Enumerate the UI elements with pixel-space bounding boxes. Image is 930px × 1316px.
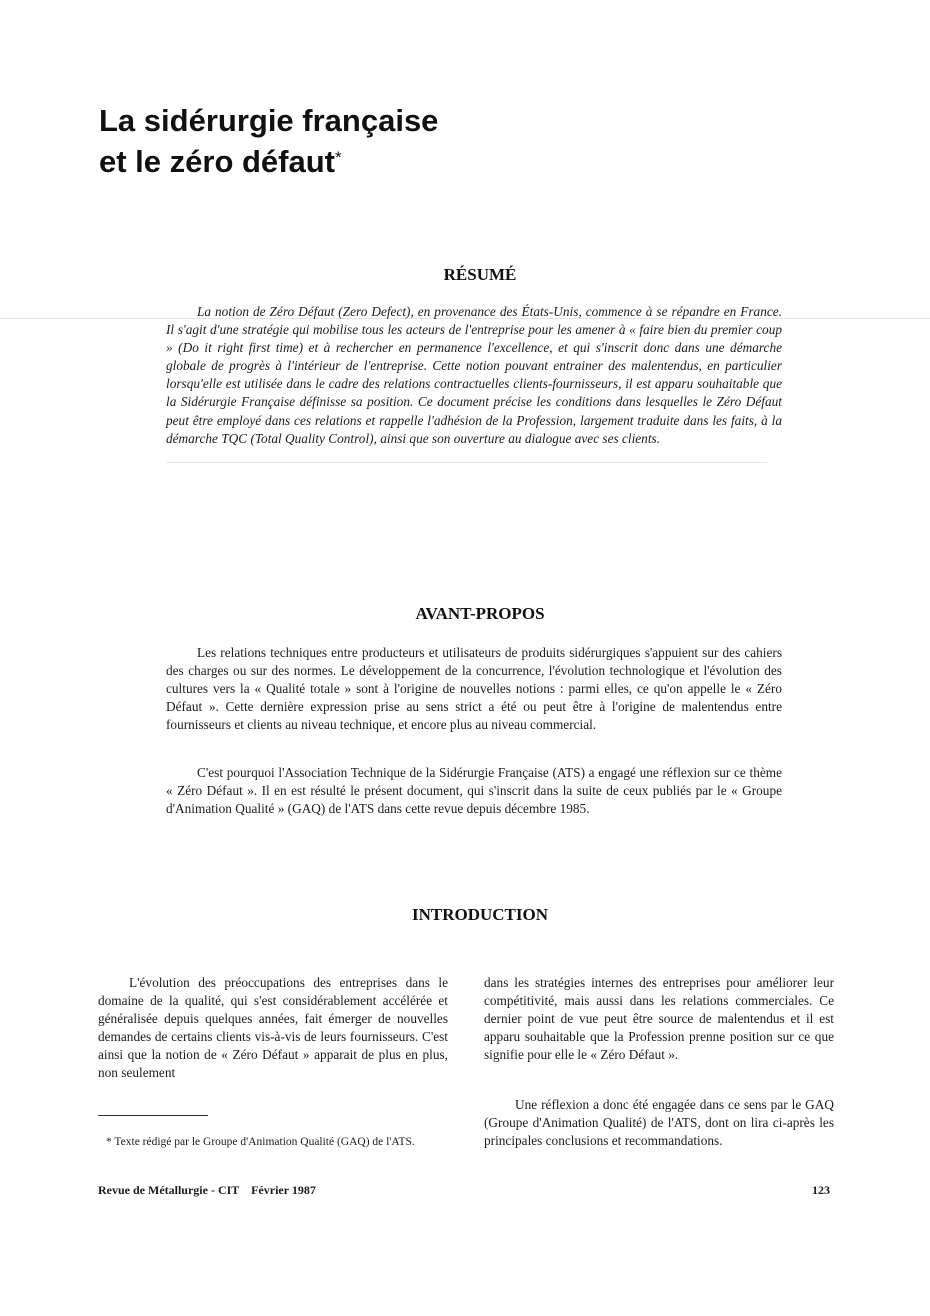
page-footer-left bbox=[98, 1183, 316, 1198]
title-line-1: La sidérurgie française bbox=[99, 103, 439, 138]
article-title bbox=[99, 100, 599, 182]
title-line-2 bbox=[99, 141, 599, 182]
resume-text: La notion de Zéro Défaut (Zero Defect), en provenance des États-Unis, commence à se répandre en France. Il s'agit d'une stratégie qui mobilise tous les acteurs de l'entreprise pour les amener à « faire bien du premier coup » (Do it right first time) et à rechercher en permanence l'excellence, et qui s'inscrit donc dans une démarche globale de progrès à l'intérieur de l'entreprise. Cette notion pouvant entrainer des malentendus, en particulier lorsqu'elle est utilisée dans le cadre des relations contractuelles clients-fournisseurs, il est apparu souhaitable que la Sidérurgie Française définisse sa position. Ce document précise les conditions dans lesquelles le Zéro Défaut peut être employé dans ces relations et rappelle l'adhésion de la Profession, largement traduite dans les faits, à la démarche TQC (Total Quality Control), ainsi que son ouverture au dialogue avec ses clients. bbox=[166, 304, 782, 446]
introduction-left-paragraph: L'évolution des préoccupations des entreprises dans le domaine de la qualité, qui s'est considérablement accélérée et généralisée depuis quelques années, fait émerger de nouvelles demandes de certains clients vis-à-vis de leurs fournisseurs. C'est ainsi que la notion de « Zéro Défaut » apparait de plus en plus, non seulement bbox=[98, 975, 448, 1080]
title-line-2-text: et le zéro défaut bbox=[99, 144, 335, 179]
introduction-right-paragraph-2: Une réflexion a donc été engagée dans ce sens par le GAQ (Groupe d'Animation Qualité) de l'ATS, dont on lira ci-après les principales conclusions et recommandations. bbox=[484, 1097, 834, 1148]
resume-heading: RÉSUMÉ bbox=[443, 265, 517, 284]
avant-propos-paragraph-2: C'est pourquoi l'Association Technique de la Sidérurgie Française (ATS) a engagé une réflexion sur ce thème « Zéro Défaut ». Il en est résulté le présent document, qui s'inscrit dans la suite de ceux publiés par le « Groupe d'Animation Qualité » (GAQ) de l'ATS dans cette revue depuis décembre 1985. bbox=[166, 765, 782, 816]
journal-name: Revue de Métallurgie - CIT bbox=[98, 1183, 240, 1197]
avant-propos-paragraph-1: Les relations techniques entre producteurs et utilisateurs de produits sidérurgiques s'appuient sur des cahiers des charges ou sur des normes. Le développement de la concurrence, l'évolution technologique et l'évolution des cultures vers la « Qualité totale » sont à l'origine de nouvelles notions : parmi elles, ce qu'on appelle le « Zéro Défaut ». Cette dernière expression prise au sens strict a été ou peut être à l'origine de malentendus entre fournisseurs et clients au niveau technique, et encore plus au niveau commercial. bbox=[166, 645, 782, 732]
page-number: 123 bbox=[812, 1183, 830, 1197]
avant-propos-heading: AVANT-PROPOS bbox=[415, 604, 545, 623]
footnote-rule bbox=[98, 1115, 208, 1116]
issue-date: Février 1987 bbox=[251, 1183, 316, 1197]
introduction-heading: INTRODUCTION bbox=[411, 905, 549, 924]
introduction-right-paragraph-1: dans les stratégies internes des entreprises pour améliorer leur compétitivité, mais aussi dans les relations commerciales. Ce dernier point de vue peut être source de malentendus et il est apparu souhaitable que la Profession prenne position sur ce que signifie pour elle le « Zéro Défaut ». bbox=[484, 975, 834, 1062]
title-footnote-mark: * bbox=[335, 148, 342, 167]
scan-artifact-line bbox=[166, 462, 766, 463]
footnote: * Texte rédigé par le Groupe d'Animation Qualité (GAQ) de l'ATS. bbox=[106, 1136, 415, 1148]
